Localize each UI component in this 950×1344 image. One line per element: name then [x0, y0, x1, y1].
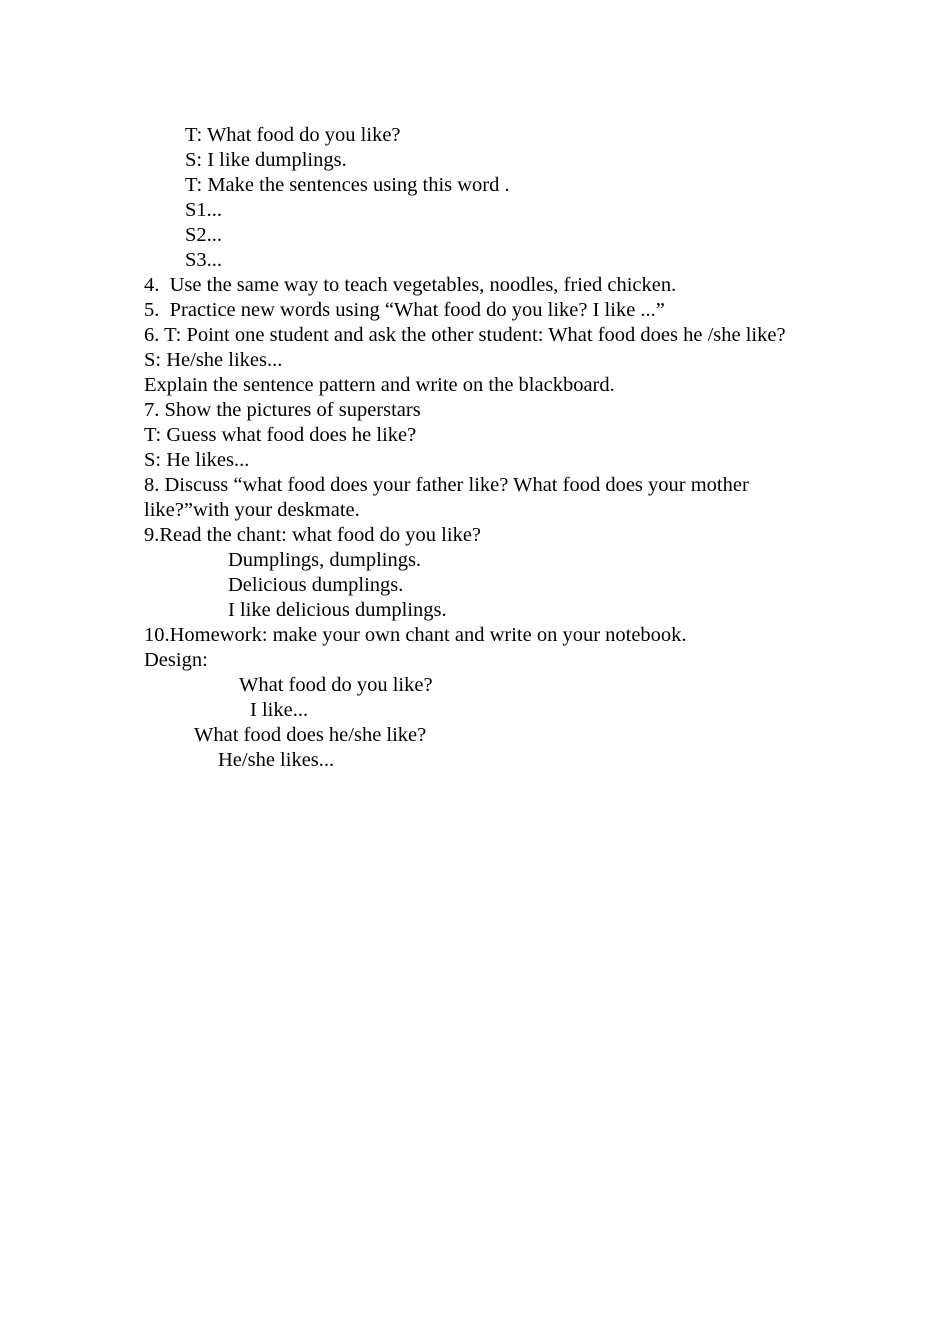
- dialogue-line-student-answer: S: I like dumplings.: [185, 149, 347, 171]
- design-line-3: What food does he/she like?: [194, 724, 427, 746]
- step-7-student-answer: S: He likes...: [144, 449, 250, 471]
- step-6: 6. T: Point one student and ask the other student: What food does he /she like?: [144, 324, 786, 346]
- dialogue-line-s2: S2...: [185, 224, 223, 246]
- chant-line-2: Delicious dumplings.: [228, 574, 404, 596]
- dialogue-line-teacher-instruction: T: Make the sentences using this word .: [185, 174, 510, 196]
- dialogue-line-teacher-question: T: What food do you like?: [185, 124, 401, 146]
- step-7-teacher-question: T: Guess what food does he like?: [144, 424, 417, 446]
- chant-line-1: Dumplings, dumplings.: [228, 549, 422, 571]
- step-4: 4. Use the same way to teach vegetables, noodles, fried chicken.: [144, 274, 677, 296]
- design-line-2: I like...: [250, 699, 309, 721]
- dialogue-line-s3: S3...: [185, 249, 223, 271]
- step-7: 7. Show the pictures of superstars: [144, 399, 421, 421]
- design-line-1: What food do you like?: [239, 674, 433, 696]
- step-6-student-answer: S: He/she likes...: [144, 349, 283, 371]
- step-8: 8. Discuss “what food does your father like? What food does your mother like?”with your deskmate.: [144, 474, 749, 521]
- step-10-homework: 10.Homework: make your own chant and write on your notebook.: [144, 624, 687, 646]
- lesson-text: [144, 123, 814, 773]
- dialogue-line-s1: S1...: [185, 199, 223, 221]
- step-5: 5. Practice new words using “What food do you like? I like ...”: [144, 299, 665, 321]
- design-line-4: He/she likes...: [218, 749, 335, 771]
- design-heading: Design:: [144, 649, 208, 671]
- step-6-explain: Explain the sentence pattern and write on the blackboard.: [144, 374, 615, 396]
- step-9: 9.Read the chant: what food do you like?: [144, 524, 482, 546]
- chant-line-3: I like delicious dumplings.: [228, 599, 447, 621]
